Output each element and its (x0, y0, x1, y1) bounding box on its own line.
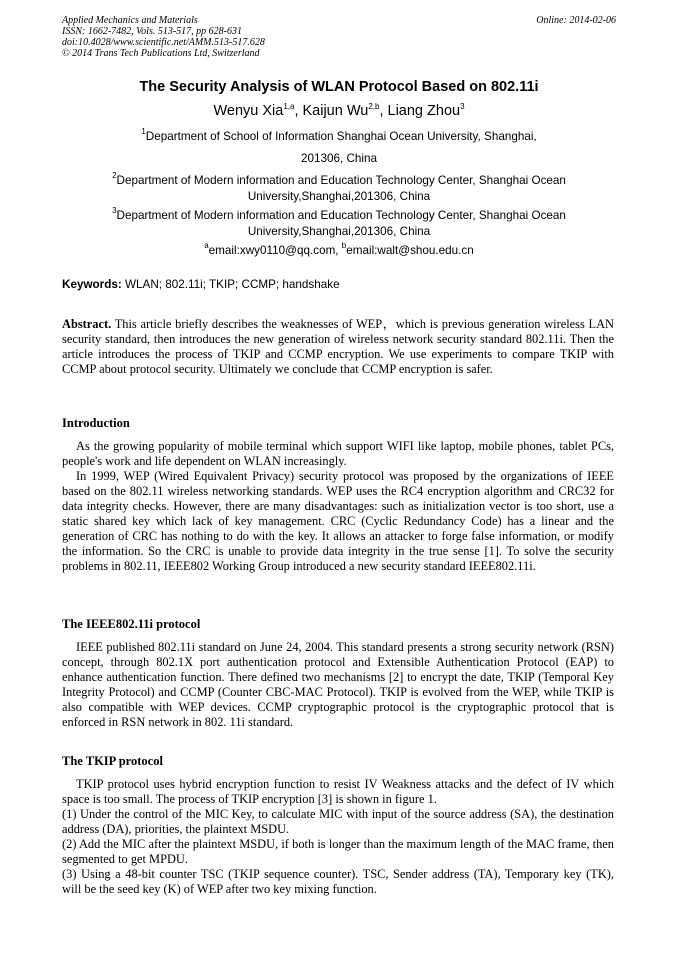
author-name: Wenyu Xia (213, 103, 284, 119)
journal-copyright: © 2014 Trans Tech Publications Ltd, Switzerland (62, 48, 260, 59)
section-heading-ieee80211i: The IEEE802.11i protocol (62, 617, 201, 631)
author-separator: , (379, 103, 388, 119)
email-address: email:walt@shou.edu.cn (346, 244, 474, 257)
abstract-label: Abstract. (62, 317, 112, 331)
paragraph: IEEE published 802.11i standard on June 24, 2004. This standard presents a strong security network (RSN) concept, through 802.1X port authentication protocol and Extensible Authentication Protocol (EAP) to enhance authentication function. There defined two mechanisms [2] to encrypt the date, TKIP (Temporal Key Integrity Protocol) and CCMP (Counter CBC-MAC Protocol). TKIP is evolved from the WEP, while TKIP is also compatible with WEP devices. CCMP cryptographic protocol is the cryptographic protocol that is enforced in RSN network in 802. 11i standard. (62, 640, 614, 729)
introduction-body (62, 439, 614, 574)
abstract (62, 317, 614, 377)
journal-name: Applied Mechanics and Materials (62, 15, 198, 26)
keywords (62, 278, 616, 291)
affiliation-1 (62, 129, 616, 167)
list-item: (3) Using a 48-bit counter TSC (TKIP sequence counter). TSC, Sender address (TA), Temporary key (TK), will be the seed key (K) of WEP after two key mixing function. (62, 867, 614, 896)
author-name: Liang Zhou (387, 103, 461, 119)
author-separator: , (294, 103, 303, 119)
affiliation-text: Department of Modern information and Education Technology Center, Shanghai Ocean (116, 209, 566, 222)
affiliation-text-line2: 201306, China (300, 152, 378, 165)
affiliation-text: Department of School of Information Shanghai Ocean University, Shanghai, (145, 130, 537, 143)
ieee-body (62, 640, 614, 730)
author-superscript: 2,b (368, 102, 380, 111)
author-emails (62, 243, 616, 259)
paragraph: TKIP protocol uses hybrid encryption function to resist IV Weakness attacks and the defect of IV which space is too small. The process of TKIP encryption [3] is shown in figure 1. (62, 777, 614, 806)
author-superscript: 3 (460, 102, 465, 111)
email-superscript: a (204, 241, 209, 250)
list-item: (1) Under the control of the MIC Key, to calculate MIC with input of the source address (SA), the destination address (DA), priorities, the plaintext MSDU. (62, 807, 614, 836)
tkip-body (62, 777, 614, 897)
affiliation-text-line2: University,Shanghai,201306, China (247, 225, 431, 238)
list-item: (2) Add the MIC after the plaintext MSDU, if both is longer than the maximum length of the MAC frame, then segmented to get MPDU. (62, 837, 614, 866)
paragraph: As the growing popularity of mobile terminal which support WIFI like laptop, mobile phones, tablet PCs, people's work and life dependent on WLAN increasingly. (62, 439, 614, 468)
affiliation-text-line2: University,Shanghai,201306, China (247, 190, 431, 203)
affiliation-superscript: 3 (112, 206, 117, 215)
author-list (0, 103, 678, 119)
paper-title: The Security Analysis of WLAN Protocol Based on 802.11i (139, 79, 539, 95)
journal-doi: doi:10.4028/www.scientific.net/AMM.513-517.628 (62, 37, 265, 48)
affiliation-2 (62, 173, 616, 205)
paragraph: In 1999, WEP (Wired Equivalent Privacy) security protocol was proposed by the organizations of IEEE based on the 802.11 wireless networking standards. WEP uses the RC4 encryption algorithm and CRC32 for data integrity checks. However, there are many disadvantages: such as initialization vector is too short, use a static shared key which lack of key management. CRC (Cyclic Redundancy Code) has a linear and the generation of CRC has nothing to do with the key. It allows an attacker to forge false information, or modify the information. So the CRC is unable to provide data integrity in the true sense [1]. To solve the security problems in 802.11, IEEE802 Working Group introduced a new security standard IEEE802.11i. (62, 469, 614, 573)
keywords-label: Keywords: (62, 278, 122, 291)
abstract-text: This article briefly describes the weaknesses of WEP，which is previous generation wireless LAN security standard, then introduces the new generation of wireless network security standard 802.11i. Then the article introduces the process of TKIP and CCMP encryption. We use experiments to compare TKIP with CCMP about protocol security. Ultimately we conclude that CCMP encryption is safer. (62, 317, 614, 376)
section-heading-introduction: Introduction (62, 416, 130, 430)
keywords-text: WLAN; 802.11i; TKIP; CCMP; handshake (121, 278, 340, 291)
affiliation-superscript: 1 (141, 127, 146, 136)
author-name: Kaijun Wu (302, 103, 369, 119)
journal-issn: ISSN: 1662-7482, Vols. 513-517, pp 628-631 (62, 26, 242, 37)
email-address: email:xwy0110@qq.com, (208, 244, 342, 257)
section-heading-tkip: The TKIP protocol (62, 754, 163, 768)
author-superscript: 1,a (283, 102, 295, 111)
online-date: Online: 2014-02-06 (536, 15, 616, 26)
affiliation-superscript: 2 (112, 171, 117, 180)
email-superscript: b (341, 241, 347, 250)
affiliation-3 (62, 208, 616, 240)
affiliation-text: Department of Modern information and Education Technology Center, Shanghai Ocean (116, 174, 566, 187)
journal-header (62, 15, 616, 59)
